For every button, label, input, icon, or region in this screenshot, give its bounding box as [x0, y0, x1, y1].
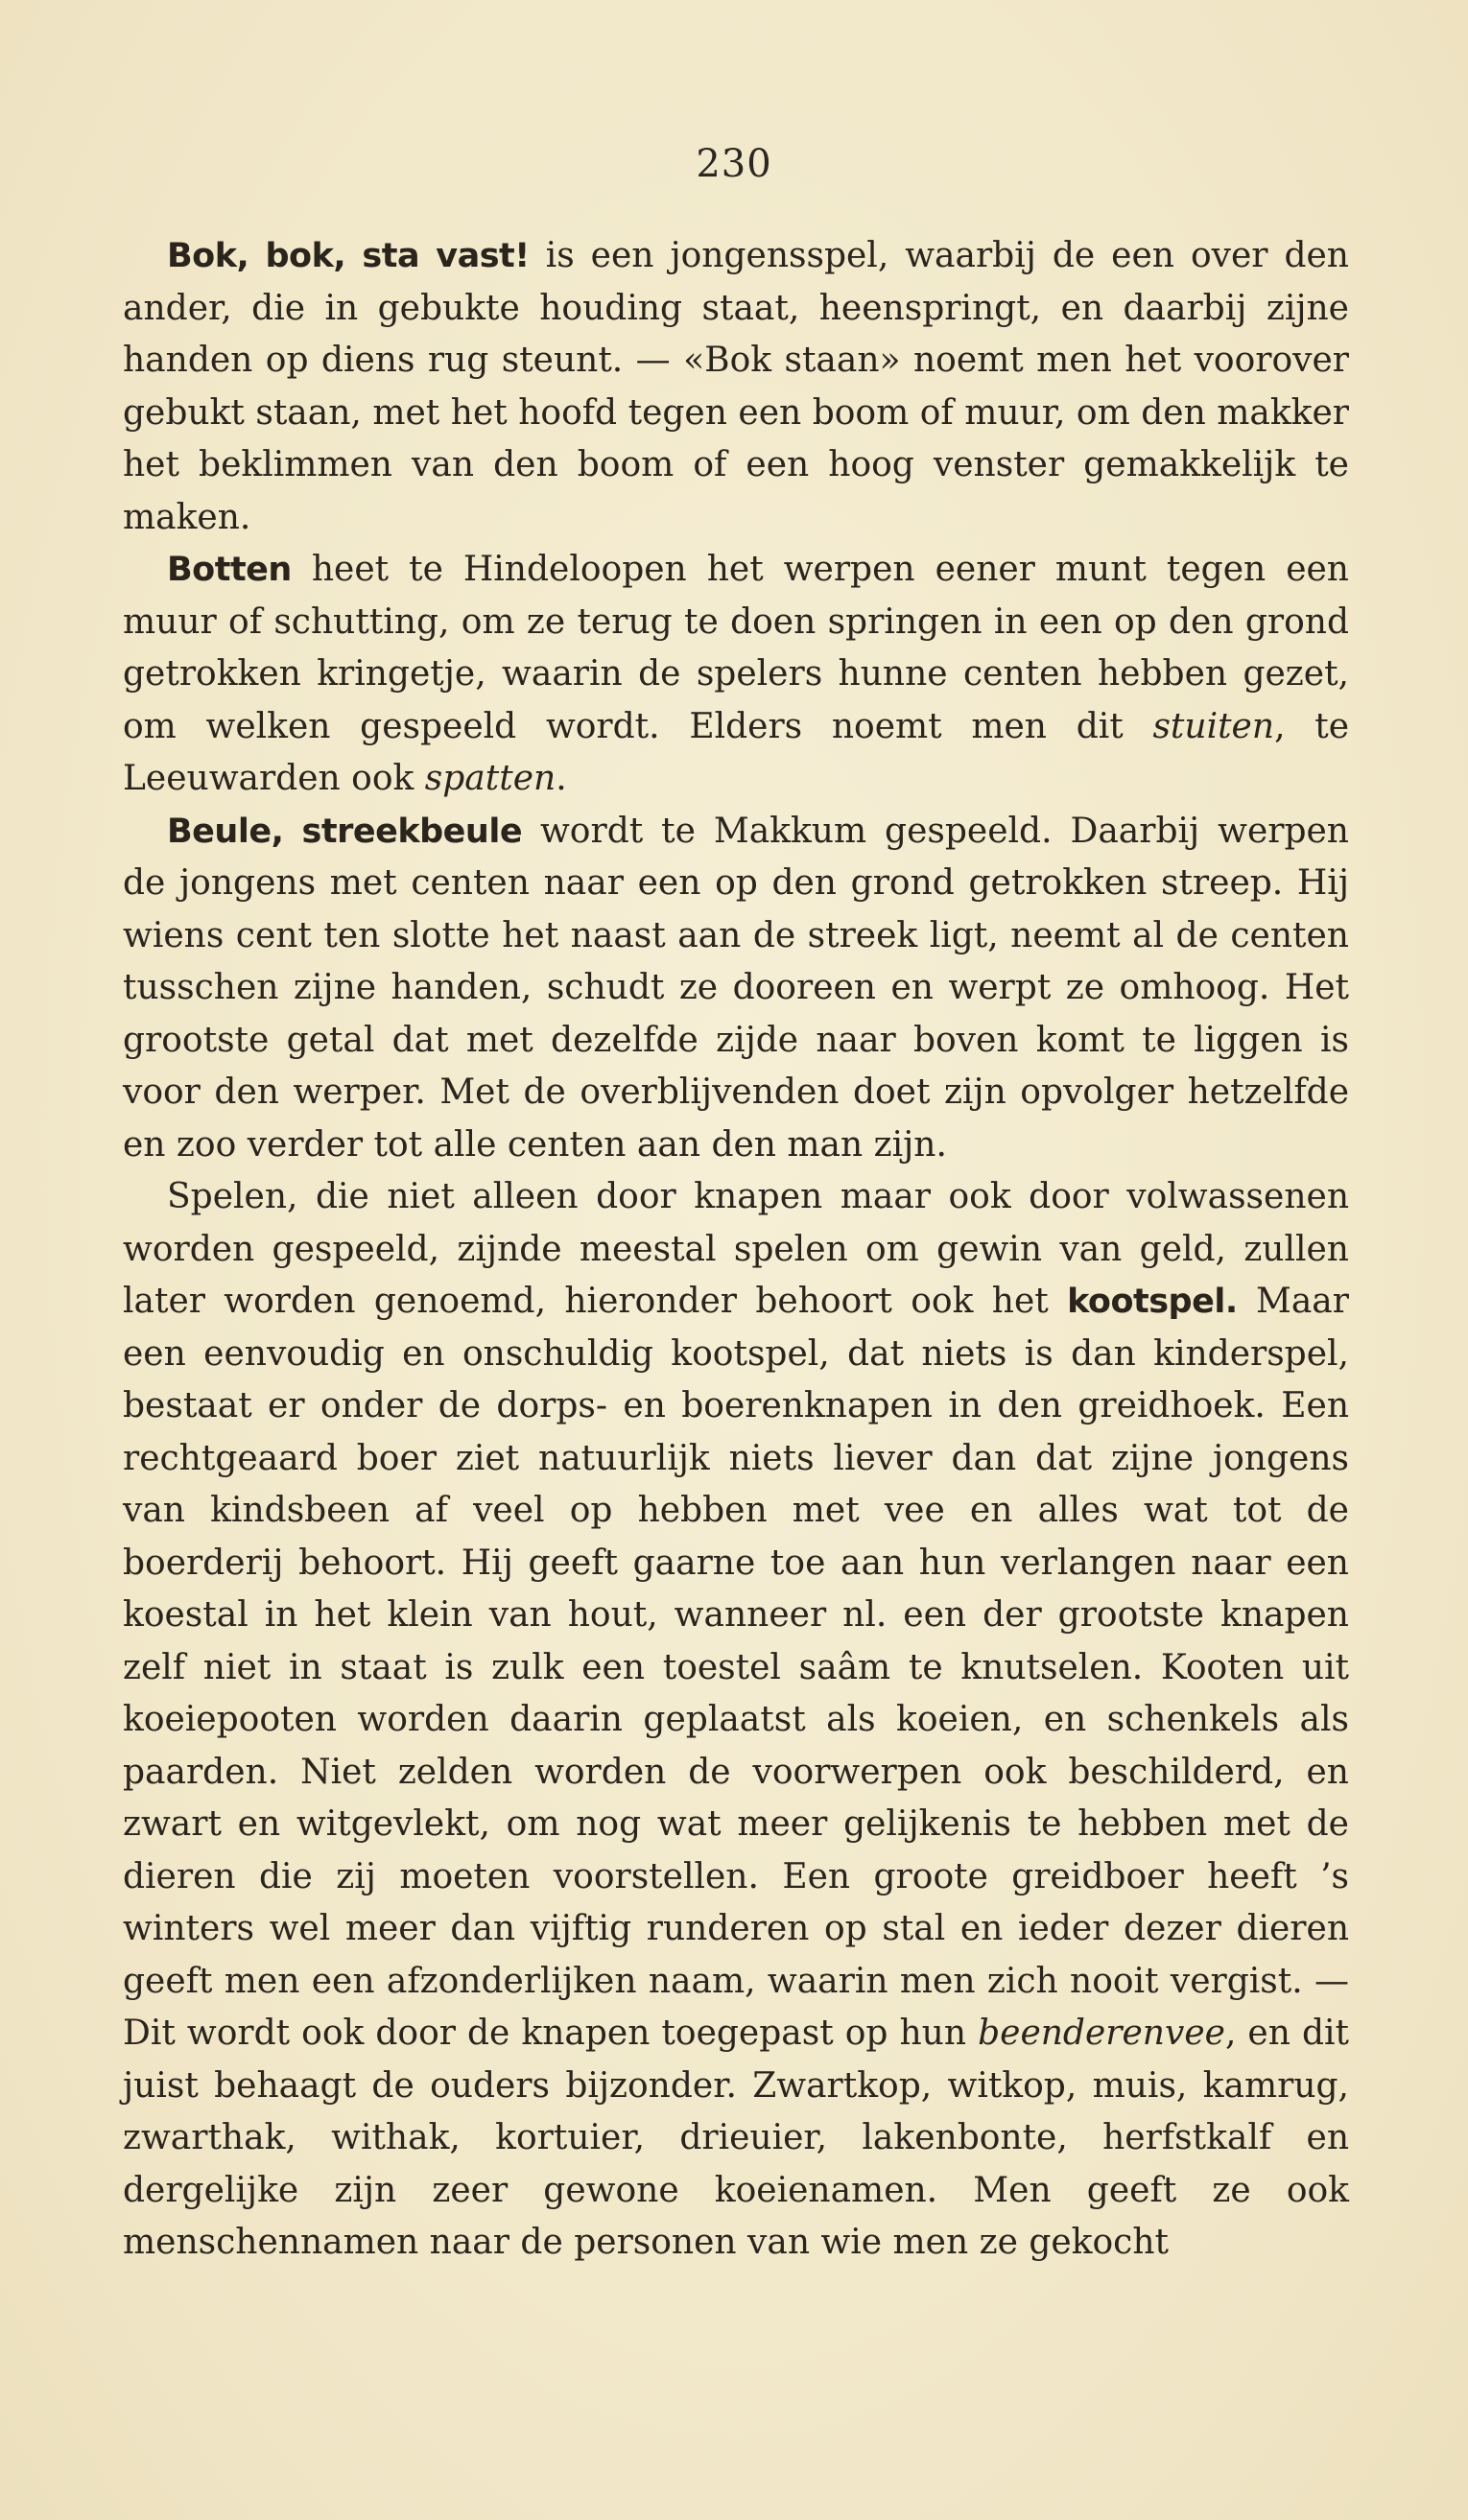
term-heading: kootspel.	[1067, 1283, 1238, 1321]
term-heading: Botten	[167, 551, 292, 589]
paragraph-text: , te Leeuwarden ook	[123, 706, 1349, 798]
term-heading: Bok, bok, sta vast!	[167, 237, 530, 275]
paragraph-text: wordt te Makkum gespeeld. Daarbij werpen de jongens met centen naar een op den grond getrokken streep. Hij wiens cent ten slotte het naast aan de streek ligt, neemt al de centen tusschen zijne handen, schudt ze dooreen en werpt ze omhoog. Het grootste getal dat met dezelfde zijde naar boven komt te liggen is voor den werper. Met de overblijvenden doet zijn opvolger hetzelfde en zoo verder tot alle centen aan den man zijn.	[123, 811, 1349, 1165]
italic-term: stuiten	[1152, 706, 1275, 746]
paragraph-beule	[123, 806, 1349, 1172]
paragraph-text: is een jongensspel, waarbij de een over den ander, die in gebukte houding staat, heenspringt, en daarbij zijne handen op diens rug steunt. — «Bok staan» noemt men het voorover gebukt staan, met het hoofd tegen een boom of muur, om den makker het beklimmen van den boom of een hoog venster gemakkelijk te maken.	[123, 236, 1349, 537]
paragraph-botten	[123, 544, 1349, 806]
paragraph-text: Spelen, die niet alleen door knapen maar ook door volwassenen worden gespeeld, zijnde meestal spelen om gewin van geld, zullen later worden genoemd, hieronder behoort ook het	[123, 1177, 1349, 1321]
paragraph-text: .	[556, 759, 567, 798]
paragraph-text: Maar een eenvoudig en onschuldig kootspel, dat niets is dan kinderspel, bestaat er onder de dorps- en boerenknapen in den greidhoek. Een rechtgeaard boer ziet natuurlijk niets liever dan dat zijne jongens van kindsbeen af veel op hebben met vee en alles wat tot de boerderij behoort. Hij geeft gaarne toe aan hun verlangen naar een koestal in het klein van hout, wanneer nl. een der grootste knapen zelf niet in staat is zulk een toestel saâm te knutselen. Kooten uit koeiepooten worden daarin geplaatst als koeien, en schenkels als paarden. Niet zelden worden de voorwerpen ook beschilderd, en zwart en witgevlekt, om nog wat meer gelijkenis te hebben met de dieren die zij moeten voorstellen. Een groote greidboer heeft ’s winters wel meer dan vijftig runderen op stal en ieder dezer dieren geeft men een afzonderlijken naam, waarin men zich nooit vergist. — Dit wordt ook door de knapen toegepast op hun	[123, 1282, 1349, 2053]
paragraph-text: heet te Hindeloopen het werpen eener munt tegen een muur of schutting, om ze terug te doen springen in een op den grond getrokken kringetje, waarin de spelers hunne centen hebben gezet, om welken gespeeld wordt. Elders noemt men dit	[123, 550, 1349, 746]
paragraph-bok-bok-sta-vast	[123, 230, 1349, 544]
paragraph-text: , en dit juist behaagt de ouders bijzonder. Zwartkop, witkop, muis, kamrug, zwarthak, withak, kortuier, drieuier, lakenbonte, herfstkalf en dergelijke zijn zeer gewone koeienamen. Men geeft ze ook menschennamen naar de personen van wie men ze gekocht	[123, 2014, 1349, 2262]
page-number: 230	[696, 142, 772, 186]
paragraph-spelen-kootspel	[123, 1171, 1349, 2270]
italic-term: spatten	[424, 759, 556, 798]
body-text	[123, 230, 1349, 2270]
italic-term: beenderenvee	[978, 2014, 1225, 2053]
term-heading: Beule, streekbeule	[167, 812, 523, 851]
